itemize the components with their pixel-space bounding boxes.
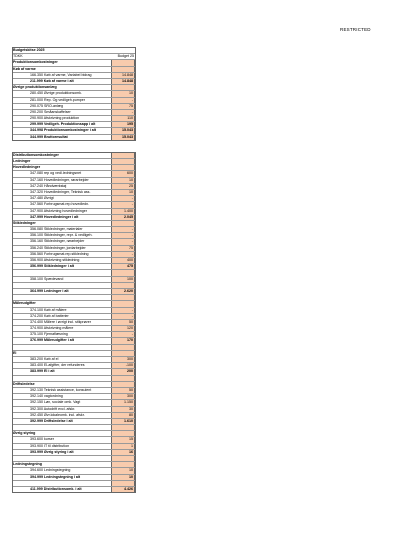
row-value: 14.848: [111, 73, 135, 78]
row-label: 347.560 Forbrugsmat.rep.hovedledn.: [30, 202, 90, 207]
row-value: 50: [111, 388, 135, 393]
row-value: 1: [111, 444, 135, 449]
row-value: 15.043: [111, 135, 135, 140]
row-value: 1.150: [111, 400, 135, 405]
row-label: 347.160 Hovedledninger, rørarbejder: [30, 177, 89, 182]
row-label: 393.999 Øvrig styring i alt: [30, 449, 74, 454]
row-label: 344.998 Produktionsomkostninger i alt: [30, 128, 96, 133]
row-label: 347.900 Afskrivning hovedledninger: [30, 208, 87, 213]
row-value: 80: [111, 413, 135, 418]
row-value: [111, 351, 135, 356]
row-value: 50: [111, 320, 135, 325]
row-value: 120: [111, 326, 135, 331]
row-label: El: [13, 350, 17, 355]
row-label: 347.080 rep og vedl.ledningsnet: [30, 171, 82, 176]
row-value: [111, 270, 135, 275]
row-label: 383.200 Køb af el: [30, 357, 59, 361]
row-label: 374.900 Afskrivning målere: [30, 326, 74, 331]
row-label: 347.320 Hovedledninger, Teknisk ass.: [30, 189, 91, 194]
row-label: 392.140 vagtordning: [30, 394, 63, 399]
row-label: 393.900 IT til distribution: [30, 443, 70, 448]
row-label: 374.400 Målere i øvrigt incl. stikprøver: [30, 319, 91, 324]
row-value: [111, 67, 135, 72]
row-value: [111, 301, 135, 306]
row-label: 392.450 Øvr.lokaleomk. incl. afskr.: [30, 412, 85, 417]
row-label: 356.999 Stikledninger i alt: [30, 264, 74, 269]
row-value: [111, 425, 135, 430]
row-label: 356.560 Forbrugsmat.rep.stikledning: [30, 251, 89, 256]
row-label: Stikledninger: [13, 220, 36, 225]
table-1-rows: [13, 60, 135, 139]
row-label: 375.100 Fjernaflæsning: [30, 332, 68, 337]
row-value: [111, 481, 135, 486]
row-label: 290.900 Afskrivning produktion: [30, 116, 80, 121]
row-label: 280.450 Øvrige produktionsomk.: [30, 91, 82, 96]
row-label: 374.100 Køb af målere: [30, 307, 67, 312]
row-value: [111, 431, 135, 436]
row-label: 347.240 Håndværkstøj: [30, 183, 67, 188]
row-label: 383.400 El-afgifter, der refunderes: [30, 363, 85, 368]
row-label: 392.130 Teknisk assistance, konsulent: [30, 387, 92, 392]
row-value: 4.426: [111, 487, 135, 492]
row-label: 393.600 kurser: [30, 437, 54, 442]
sheet-title: Budgetskitse 2025: [13, 48, 45, 52]
row-value: -: [111, 98, 135, 103]
row-label: 383.999 El i alt: [30, 369, 55, 374]
classification-label: RESTRICTED: [340, 27, 371, 32]
row-value: 10: [111, 190, 135, 195]
row-value: 10: [111, 475, 135, 480]
row-value: 195: [111, 122, 135, 127]
row-label: Ledninger: [13, 159, 31, 163]
row-value: 475: [111, 264, 135, 269]
row-label: 166.350 Køb af varme, Variabel bidrag: [30, 72, 92, 77]
row-value: 300: [111, 357, 135, 362]
row-label: Ledningstegning: [13, 462, 42, 467]
row-value: 300: [111, 394, 135, 399]
row-label: Køb af varme: [13, 66, 36, 71]
row-value: [111, 153, 135, 158]
row-value: -: [111, 110, 135, 115]
row-value: 15.043: [111, 128, 135, 133]
row-value: [111, 165, 135, 170]
row-value: 25: [111, 184, 135, 189]
row-value: -: [111, 239, 135, 244]
row-value: 170: [111, 338, 135, 343]
row-label: Produktionsomkostninger: [13, 60, 58, 65]
budget-table-2: [12, 152, 136, 493]
budget-column-header: Budget 25: [117, 54, 134, 59]
row-label: 411.999 Distributionsomk. i alt: [30, 486, 82, 491]
row-label: 356.160 Stikledninger, rørarbejder: [30, 239, 85, 244]
row-value: -: [111, 314, 135, 319]
unit-label: TDKK: [13, 54, 23, 59]
row-label: Øvrige produktionsanlæg: [13, 85, 57, 90]
row-value: 30: [111, 407, 135, 412]
row-value: 600: [111, 171, 135, 176]
row-value: [111, 85, 135, 90]
table-2-rows: [13, 153, 135, 492]
row-label: Distributionsomkostninger: [13, 152, 59, 157]
row-value: -: [111, 202, 135, 207]
row-value: -: [111, 252, 135, 257]
row-value: 2.620: [111, 289, 135, 294]
row-label: 356.900 Afskrivning stikledning: [30, 258, 80, 262]
row-value: -: [111, 332, 135, 337]
row-label: 394.600 Ledningstegning: [30, 468, 71, 473]
row-value: 100: [111, 277, 135, 282]
row-value: 15: [111, 437, 135, 442]
budget-table-1: [12, 47, 136, 141]
row-label: 290.200 Småanskaffelser: [30, 109, 71, 114]
row-value: 75: [111, 246, 135, 251]
row-label: 392.150 Løn, sociale omk. Vagt: [30, 400, 81, 405]
row-label: Målerudgifter: [13, 301, 36, 306]
row-value: 2.045: [111, 215, 135, 220]
row-label: 356.240 Stikledninger, jordarbejder: [30, 245, 86, 250]
row-value: -: [111, 196, 135, 201]
row-value: [111, 382, 135, 387]
row-value: [111, 283, 135, 288]
row-value: -: [111, 227, 135, 232]
row-value: [111, 295, 135, 300]
row-label: 356.100 Stikledninger, repr. & vedligeh.: [30, 233, 93, 238]
row-label: 347.480 Øvrigt: [30, 196, 54, 201]
row-value: 10: [111, 468, 135, 473]
row-value: 1.400: [111, 209, 135, 214]
table-row: [13, 135, 135, 140]
row-label: 211.999 Køb af varme i alt: [30, 78, 74, 83]
table-row: [13, 487, 135, 492]
row-value: [111, 376, 135, 381]
budget-sheet: [12, 47, 136, 493]
row-value: 110: [111, 116, 135, 121]
row-label: 356.080 Stikledninger, materialer: [30, 227, 83, 232]
row-value: -: [111, 308, 135, 313]
row-label: 376.999 Målerudgifter i alt: [30, 338, 74, 343]
row-value: 75: [111, 104, 135, 109]
row-label: 299.999 Vedligeh. Produktionsapp i alt: [30, 122, 96, 127]
row-label: 364.999 Ledninger i alt: [30, 288, 69, 293]
row-value: 1.610: [111, 419, 135, 424]
row-value: -: [111, 233, 135, 238]
row-label: 347.999 Hovedledninger i alt: [30, 214, 79, 219]
row-value: [111, 345, 135, 350]
row-label: 392.999 Driftsledelse i alt: [30, 418, 73, 423]
row-value: 16: [111, 450, 135, 455]
row-value: 200: [111, 369, 135, 374]
row-label: 358.100 Spædevand: [30, 276, 64, 281]
row-label: Øvrig styring: [13, 431, 36, 436]
row-label: Hovedledninger: [13, 165, 41, 170]
row-value: [111, 60, 135, 65]
row-label: 392.300 Autodrift excl. afskr.: [30, 406, 76, 411]
row-value: 10: [111, 178, 135, 183]
row-label: 290.075 SRO-anlæg: [30, 103, 63, 108]
row-value: 14.848: [111, 79, 135, 84]
row-label: 394.999 Ledningstegning i alt: [30, 474, 81, 479]
row-label: 344.999 Bruttoresultat: [30, 134, 68, 139]
row-value: 10: [111, 91, 135, 96]
row-label: 281.000 Rep. Og vedligeh.pumper: [30, 97, 85, 102]
row-value: [111, 221, 135, 226]
row-value: -100: [111, 363, 135, 368]
row-value: 400: [111, 258, 135, 263]
row-label: Driftsledelse: [13, 381, 35, 386]
row-value: [111, 159, 135, 164]
row-value: [111, 462, 135, 467]
row-label: 374.200 Køb af batterier: [30, 313, 69, 318]
row-value: [111, 456, 135, 461]
